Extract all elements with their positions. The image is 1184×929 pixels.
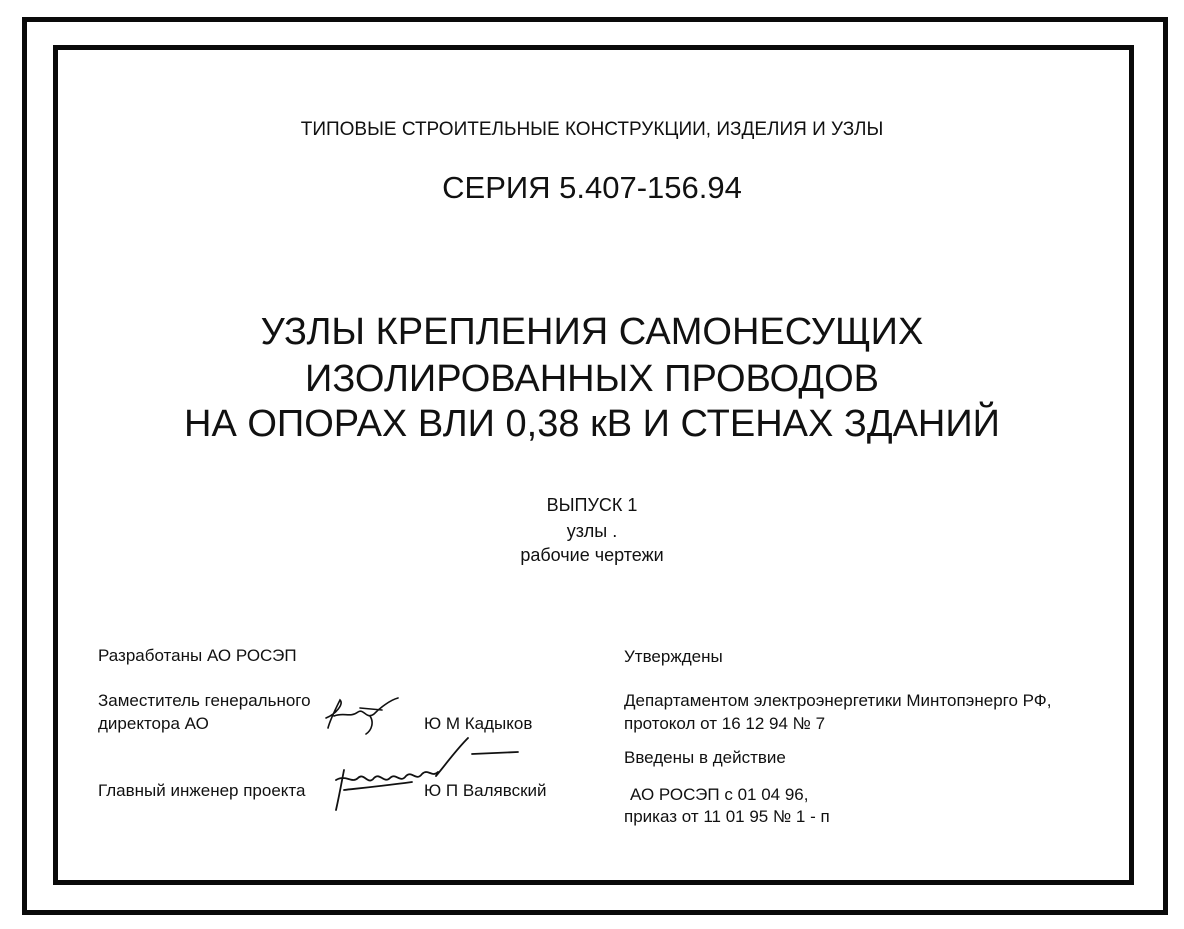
chief-engineer-signature (322, 734, 522, 814)
developed-by-label: Разработаны АО РОСЭП (98, 646, 297, 665)
approving-department: Департаментом электроэнергетики Минтопэнерго РФ, (624, 691, 1052, 710)
title-line-2: ИЗОЛИРОВАННЫХ ПРОВОДОВ (305, 358, 879, 400)
series-label: ТИПОВЫЕ СТРОИТЕЛЬНЫЕ КОНСТРУКЦИИ, ИЗДЕЛИЯ И УЗЛЫ (300, 119, 884, 140)
approval-protocol: протокол от 16 12 94 № 7 (624, 714, 826, 733)
enacted-organization: АО РОСЭП с 01 04 96, (630, 785, 809, 804)
title-line-1: УЗЛЫ КРЕПЛЕНИЯ САМОНЕСУЩИХ (260, 311, 924, 353)
enactment-order: приказ от 11 01 95 № 1 - п (624, 807, 830, 826)
issue-part: узлы . (566, 521, 618, 541)
enacted-label: Введены в действие (624, 748, 786, 767)
deputy-title-line-2: директора АО (98, 714, 209, 733)
series-number: СЕРИЯ 5.407-156.94 (442, 170, 742, 205)
title-line-3: НА ОПОРАХ ВЛИ 0,38 кВ И СТЕНАХ ЗДАНИЙ (184, 403, 1000, 445)
deputy-name: Ю М Кадыков (424, 714, 533, 733)
chief-engineer-name: Ю П Валявский (424, 781, 547, 800)
issue-description: рабочие чертежи (520, 545, 664, 565)
deputy-title-line-1: Заместитель генерального (98, 691, 311, 710)
deputy-signature (320, 694, 402, 736)
approved-label: Утверждены (624, 647, 723, 666)
issue-number: ВЫПУСК 1 (546, 495, 638, 515)
chief-engineer-title: Главный инженер проекта (98, 781, 306, 800)
